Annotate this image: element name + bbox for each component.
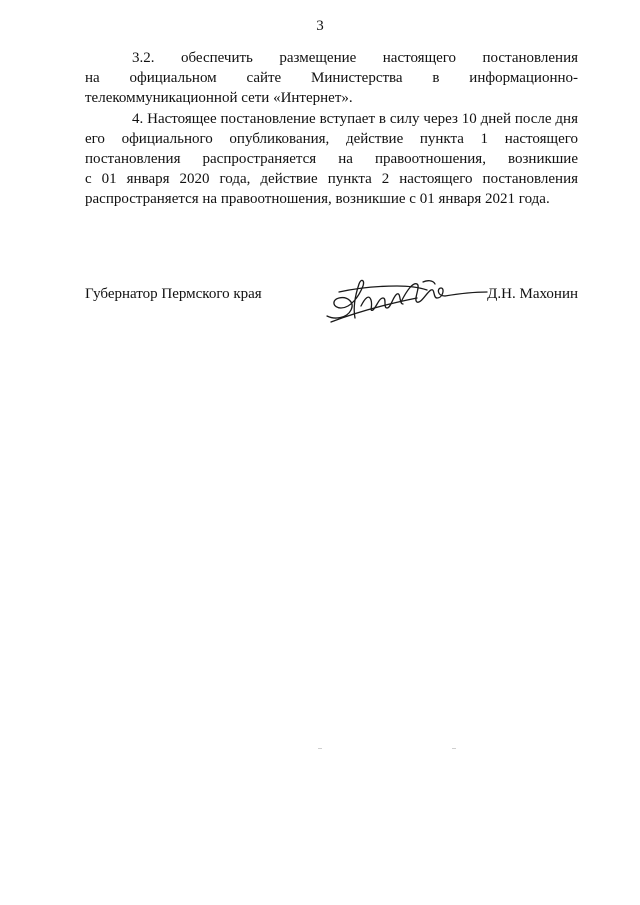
handwritten-signature (317, 276, 489, 324)
text-line: постановления распространяется на правоотношения, возникшие (85, 151, 578, 168)
text-line: телекоммуникационной сети «Интернет». (85, 90, 353, 107)
signature-block (85, 278, 578, 328)
text-line: его официального опубликования, действие пункта 1 настоящего (85, 130, 578, 147)
paragraph-3-2 (85, 48, 578, 109)
scan-artifact (318, 748, 322, 749)
document-body (85, 48, 578, 210)
text-line: на официальном сайте Министерства в информационно- (85, 70, 578, 87)
signatory-title: Губернатор Пермского края (85, 286, 262, 302)
text-line: с 01 января 2020 года, действие пункта 2 настоящего постановления (85, 171, 578, 188)
paragraph-4 (85, 109, 578, 210)
text-line: 4. Настоящее постановление вступает в силу через 10 дней после дня (132, 110, 578, 127)
signatory-name: Д.Н. Махонин (487, 286, 578, 302)
text-line: распространяется на правоотношения, возникшие с 01 января 2021 года. (85, 191, 550, 208)
page-number: 3 (316, 18, 324, 34)
scan-artifact (452, 748, 456, 749)
text-line: 3.2. обеспечить размещение настоящего постановления (132, 50, 578, 66)
